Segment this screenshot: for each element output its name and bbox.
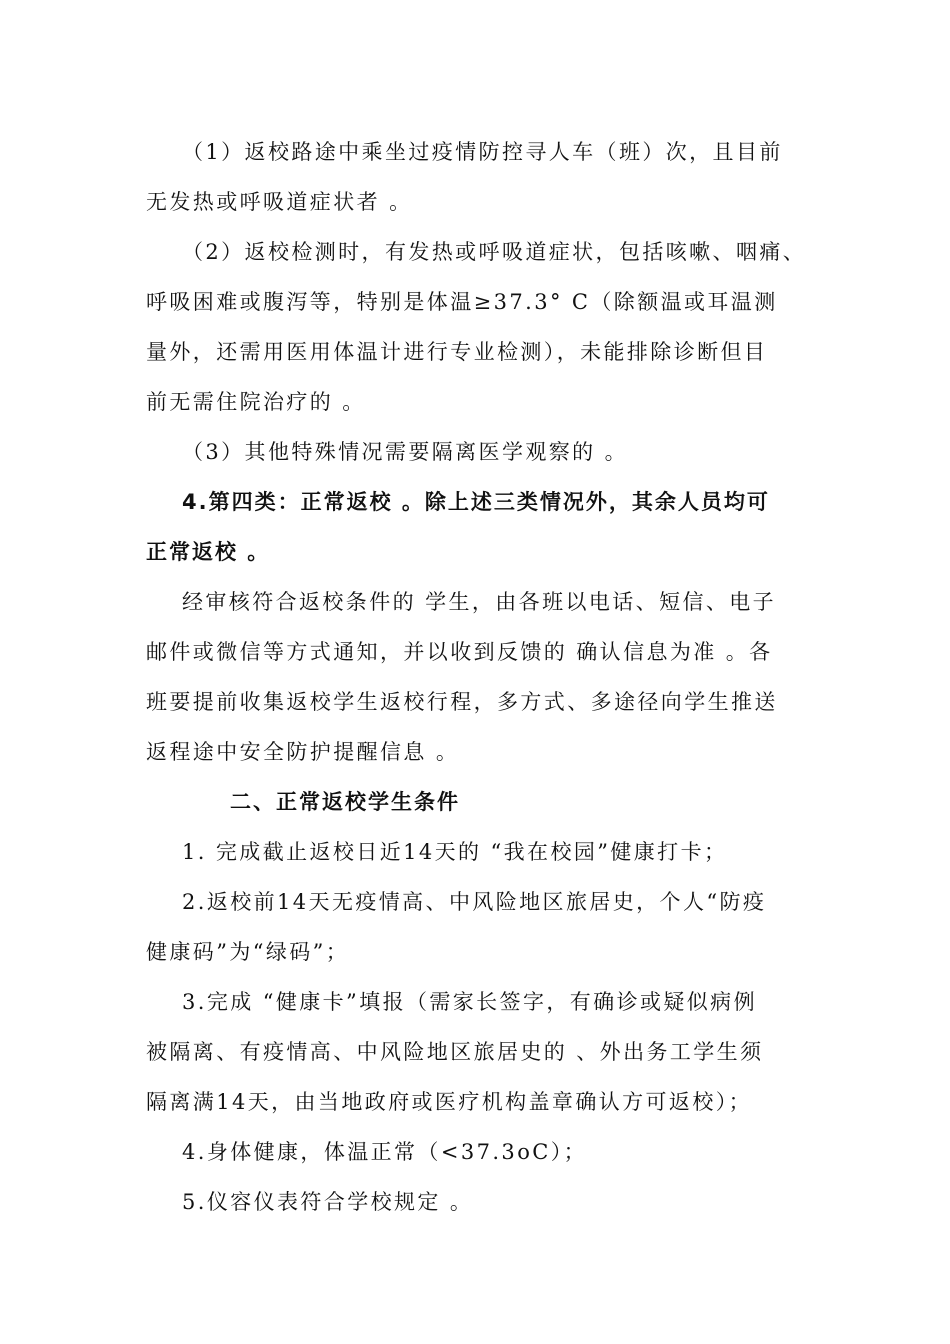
- paragraph-line: 量外，还需用医用体温计进行专业检测），未能排除诊断但目: [146, 340, 768, 364]
- category-four-heading: 4.第四类：正常返校 。除上述三类情况外，其余人员均可: [182, 490, 770, 514]
- condition-item: 1. 完成截止返校日近14天的 “我在校园”健康打卡；: [182, 840, 728, 864]
- category-four-heading-continued: 正常返校 。: [146, 540, 271, 564]
- paragraph-line: 无发热或呼吸道症状者 。: [146, 190, 413, 214]
- paragraph-line: （2）返校检测时，有发热或呼吸道症状，包括咳嗽、咽痛、: [182, 240, 807, 264]
- paragraph-line: 邮件或微信等方式通知，并以收到反馈的 确认信息为准 。各: [146, 640, 773, 664]
- condition-item: 4.身体健康，体温正常（<37.3oC）；: [182, 1140, 587, 1164]
- condition-item-continued: 健康码”为“绿码”；: [146, 940, 350, 964]
- condition-item-continued: 隔离满14天，由当地政府或医疗机构盖章确认方可返校）；: [146, 1090, 753, 1114]
- paragraph-line: 呼吸困难或腹泻等，特别是体温≥37.3° C（除额温或耳温测: [146, 290, 778, 314]
- paragraph-line: （3）其他特殊情况需要隔离医学观察的 。: [182, 440, 629, 464]
- paragraph-line: 返程途中安全防护提醒信息 。: [146, 740, 460, 764]
- paragraph-line: 班要提前收集返校学生返校行程，多方式、多途径向学生推送: [146, 690, 778, 714]
- condition-item: 3.完成 “健康卡”填报（需家长签字，有确诊或疑似病例: [182, 990, 757, 1014]
- paragraph-line: （1）返校路途中乘坐过疫情防控寻人车（班）次，且目前: [182, 140, 783, 164]
- condition-item-continued: 被隔离、有疫情高、中风险地区旅居史的 、外出务工学生须: [146, 1040, 764, 1064]
- condition-item: 2.返校前14天无疫情高、中风险地区旅居史，个人“防疫: [182, 890, 767, 914]
- section-heading: 二、正常返校学生条件: [230, 790, 460, 814]
- paragraph-line: 经审核符合返校条件的 学生，由各班以电话、短信、电子: [182, 590, 777, 614]
- condition-item: 5.仪容仪表符合学校规定 。: [182, 1190, 474, 1214]
- paragraph-line: 前无需住院治疗的 。: [146, 390, 366, 414]
